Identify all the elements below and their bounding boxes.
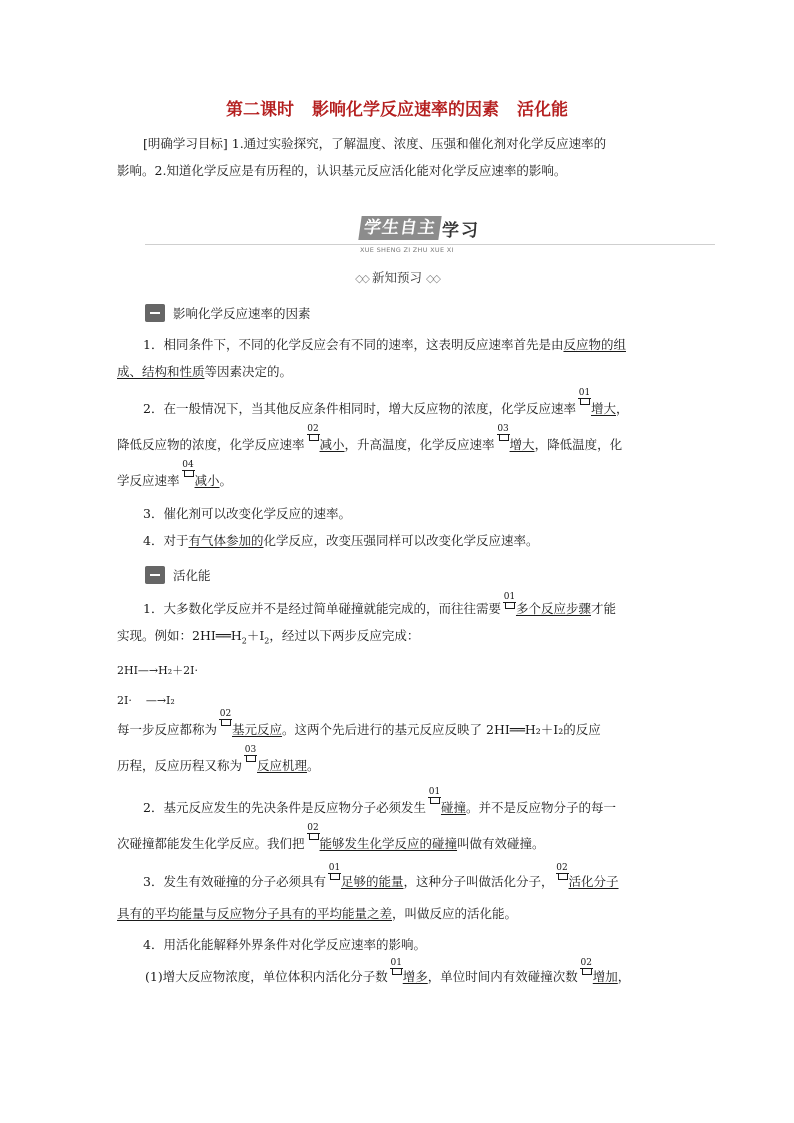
blank-number: 01 [578,388,591,398]
answer: 多个反应步骤 [515,601,591,616]
subheading-text: 新知预习 [371,270,422,285]
text: ， [617,969,631,984]
activation-p4 [117,931,677,958]
answer: 足够的能量 [340,874,404,889]
objectives-line2: 影响。2.知道化学反应是有历程的，认识基元反应活化能对化学反应速率的影响。 [117,163,567,178]
text: 2．在一般情况下，当其他反应条件相同时，增大反应物的浓度，化学反应速率 [143,401,576,416]
answer: 增大 [590,401,616,416]
text: ，叫做反应的活化能。 [392,906,518,921]
section-marker-icon [145,566,165,584]
text: 降低反应物的浓度，化学反应速率 [117,437,305,452]
blank-number: 02 [307,424,319,434]
answer: 增加 [592,969,618,984]
activation-p2 [117,787,677,862]
answer: 基元反应 [232,722,283,737]
text: 3．催化剂可以改变化学反应的速率。 [143,506,351,521]
answer: 碰撞 [440,800,466,815]
title-part-tail: 活化能 [517,100,568,120]
subheading [0,268,794,286]
blank-number: 02 [307,823,319,833]
blank-number: 03 [497,424,509,434]
section-banner [145,216,715,252]
text: ，升高温度，化学反应速率 [344,437,495,452]
activation-p3 [117,863,677,930]
banner-rule [145,244,715,245]
title-part-topic: 影响化学反应速率的因素 [312,100,499,120]
blank-number: 02 [556,863,568,873]
factors-p2: 2．在一般情况下，当其他反应条件相同时，增大反应物的浓度，化学反应速率01增大， 降低反应物的浓度，化学反应速率02减小，升高温度，化学反应速率03增大，降低温度，化 学反应速率04减小。 [117,388,629,488]
text: 次碰撞都能发生化学反应。我们把 [117,836,305,851]
text: 等因素决定的。 [204,364,293,379]
answer: 减小 [194,473,220,488]
factors-p4 [117,527,677,554]
section-title: 影响化学反应速率的因素 [173,306,311,321]
answer: 增大 [509,437,535,452]
text: 4．对于 [143,533,189,548]
blank-number: 01 [328,863,341,873]
equation-2: 2I· —→I₂ [117,694,175,707]
text: 4．用活化能解释外界条件对化学反应速率的影响。 [143,937,426,952]
factors-p1 [117,331,677,385]
section-heading-factors [145,302,311,324]
banner-chip: 学生自主 [358,216,441,240]
activation-p1: 1．大多数化学反应并不是经过简单碰撞就能完成的，而往往需要01多个反应步骤才能 实现。例如：$2HI══H_2+I_2$，经过以下两步反应完成： [117,592,616,646]
banner-pinyin: XUE SHENG ZI ZHU XUE XI [360,246,454,254]
text: (1)增大反应物浓度，单位体积内活化分子数 [145,969,388,984]
objectives-label: [明确学习目标] [143,136,228,151]
text: ，降低温度，化 [534,437,623,452]
text: ＋I [246,628,265,643]
page-title [0,95,794,120]
text: 实现。例如：2HI══H [117,628,242,643]
banner-tail: 学习 [442,220,480,241]
activation-p5 [117,958,687,993]
text: 才能 [590,601,616,616]
answer: 具有的平均能量与反应物分子具有的平均能量之差 [117,906,393,921]
text: ，这种分子叫做活化分子， [403,874,554,889]
equation-1: 2HI—→H₂＋2I· [117,664,198,677]
activation-p1b [117,709,677,784]
blank-number: 03 [244,745,257,755]
answer: 有气体参加的 [188,533,264,548]
equations [117,656,677,716]
answer: 成、结构和性质 [117,364,205,379]
text: 。 [307,758,320,773]
text: 。并不是反应物分子的每一 [465,800,616,815]
section-marker-icon [145,304,165,322]
answer: 能够发生化学反应的碰撞 [319,836,458,851]
text: 历程，反应历程又称为 [117,758,243,773]
blank-number: 01 [428,787,441,797]
text: 2．基元反应发生的先决条件是反应物分子必须发生 [143,800,426,815]
text: 每一步反应都称为 [117,722,218,737]
blank-number: 01 [503,592,516,602]
objectives-line1: 1.通过实验探究，了解温度、浓度、压强和催化剂对化学反应速率的 [231,136,607,151]
text: 1．大多数化学反应并不是经过简单碰撞就能完成的，而往往需要 [143,601,501,616]
blank-number: 02 [580,958,592,968]
objectives [117,130,677,184]
banner-badge [360,216,480,240]
blank-number: 02 [219,709,232,719]
section-title: 活化能 [173,568,211,583]
answer: 反应物的组 [563,337,626,352]
answer: 反应机理 [257,758,308,773]
text: 。这两个先后进行的基元反应反映了 2HI══H₂＋I₂的反应 [282,722,601,737]
text: 1．相同条件下，不同的化学反应会有不同的速率，这表明反应速率首先是由 [143,337,564,352]
blank-number: 04 [182,460,194,470]
text: ，经过以下两步反应完成： [269,628,420,643]
text: 叫做有效碰撞。 [457,836,545,851]
answer: 增多 [402,969,428,984]
factors-p3 [117,500,677,527]
answer: 活化分子 [568,874,619,889]
section-heading-activation [145,564,211,586]
ornament-right-icon: ◇◇ [425,272,439,285]
title-part-lesson: 第二课时 [226,100,294,120]
text: ，单位时间内有效碰撞次数 [427,969,578,984]
answer: 减小 [319,437,345,452]
text: 3．发生有效碰撞的分子必须具有 [143,874,326,889]
blank-number: 01 [390,958,402,968]
ornament-left-icon: ◇◇ [355,272,368,285]
text: 学反应速率 [117,473,180,488]
text: 化学反应，改变压强同样可以改变化学反应速率。 [263,533,539,548]
